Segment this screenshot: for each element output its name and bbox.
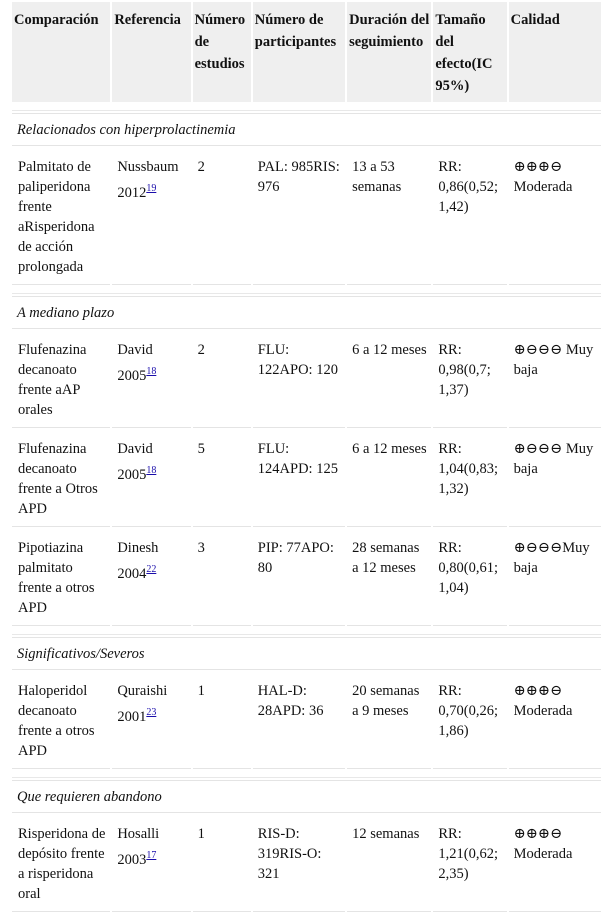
section-row bbox=[12, 296, 601, 329]
cell-referencia bbox=[112, 529, 190, 626]
cell-efecto: RR: 0,86(0,52; 1,42) bbox=[433, 148, 506, 285]
cell-comparacion: Pipotiazina palmitato frente a otros APD bbox=[12, 529, 110, 626]
cell-calidad: ⊕⊕⊕⊖ Moderada bbox=[509, 672, 601, 769]
reference-superscript bbox=[146, 363, 156, 377]
section-row bbox=[12, 113, 601, 146]
table-row bbox=[12, 331, 601, 428]
reference-text: Dinesh 2004 bbox=[117, 540, 159, 582]
cell-comparacion: Flufenazina decanoato frente a Otros APD bbox=[12, 430, 110, 527]
cell-calidad: ⊕⊖⊖⊖ Muy baja bbox=[509, 430, 601, 527]
spacer-row bbox=[12, 287, 601, 294]
cell-referencia bbox=[112, 815, 190, 912]
cell-comparacion: Risperidona de depósito frente a risperidona oral bbox=[12, 815, 110, 912]
cell-referencia bbox=[112, 148, 190, 285]
cell-calidad: ⊕⊕⊕⊖ Moderada bbox=[509, 148, 601, 285]
cell-calidad: ⊕⊖⊖⊖Muy baja bbox=[509, 529, 601, 626]
reference-link[interactable]: 19 bbox=[146, 183, 157, 194]
cell-duracion: 6 a 12 meses bbox=[347, 430, 431, 527]
cell-efecto: RR: 0,98(0,7; 1,37) bbox=[433, 331, 506, 428]
reference-link[interactable]: 18 bbox=[146, 366, 157, 377]
header-row bbox=[12, 2, 601, 102]
cell-duracion: 12 semanas bbox=[347, 815, 431, 912]
spacer-cell bbox=[12, 771, 601, 778]
section-title: Relacionados con hiperprolactinemia bbox=[12, 113, 601, 146]
spacer-row bbox=[12, 771, 601, 778]
cell-duracion: 20 semanas a 9 meses bbox=[347, 672, 431, 769]
cell-referencia bbox=[112, 672, 190, 769]
reference-link[interactable]: 23 bbox=[146, 707, 157, 718]
header-numero-estudios: Número de estudios bbox=[193, 2, 251, 102]
section-row bbox=[12, 637, 601, 670]
reference-link[interactable]: 17 bbox=[146, 850, 157, 861]
cell-comparacion: Haloperidol decanoato frente a otros APD bbox=[12, 672, 110, 769]
cell-comparacion: Palmitato de paliperidona frente aRisperidona de acción prolongada bbox=[12, 148, 110, 285]
reference-superscript bbox=[146, 704, 156, 718]
cell-efecto: RR: 0,70(0,26; 1,86) bbox=[433, 672, 506, 769]
reference-superscript bbox=[146, 847, 156, 861]
cell-efecto: RR: 1,04(0,83; 1,32) bbox=[433, 430, 506, 527]
cell-duracion: 28 semanas a 12 meses bbox=[347, 529, 431, 626]
header-duracion: Duración del seguimiento bbox=[347, 2, 431, 102]
spacer-cell bbox=[12, 104, 601, 111]
cell-efecto: RR: 0,80(0,61; 1,04) bbox=[433, 529, 506, 626]
reference-link[interactable]: 18 bbox=[146, 465, 157, 476]
reference-text: Hosalli 2003 bbox=[117, 826, 160, 868]
cell-estudios: 1 bbox=[193, 815, 251, 912]
section-title: Que requieren abandono bbox=[12, 780, 601, 813]
cell-estudios: 1 bbox=[193, 672, 251, 769]
reference-superscript bbox=[146, 180, 156, 194]
section-title: A mediano plazo bbox=[12, 296, 601, 329]
header-comparacion: Comparación bbox=[12, 2, 110, 102]
table-row bbox=[12, 529, 601, 626]
cell-participantes: FLU: 122APO: 120 bbox=[253, 331, 345, 428]
cell-calidad: ⊕⊖⊖⊖ Muy baja bbox=[509, 331, 601, 428]
cell-estudios: 2 bbox=[193, 148, 251, 285]
spacer-cell bbox=[12, 628, 601, 635]
cell-estudios: 5 bbox=[193, 430, 251, 527]
cell-participantes: FLU: 124APD: 125 bbox=[253, 430, 345, 527]
spacer-cell bbox=[12, 287, 601, 294]
header-tamano-efecto: Tamaño del efecto(IC 95%) bbox=[433, 2, 506, 102]
section-row bbox=[12, 780, 601, 813]
header-numero-participantes: Número de participantes bbox=[253, 2, 345, 102]
cell-participantes: PAL: 985RIS: 976 bbox=[253, 148, 345, 285]
spacer-row bbox=[12, 628, 601, 635]
table-row bbox=[12, 430, 601, 527]
cell-participantes: RIS-D: 319RIS-O: 321 bbox=[253, 815, 345, 912]
cell-comparacion: Flufenazina decanoato frente aAP orales bbox=[12, 331, 110, 428]
reference-superscript bbox=[146, 561, 156, 575]
reference-text: Nussbaum 2012 bbox=[117, 159, 179, 201]
reference-superscript bbox=[146, 462, 156, 476]
cell-estudios: 2 bbox=[193, 331, 251, 428]
reference-text: David 2005 bbox=[117, 342, 153, 384]
reference-text: Quraishi 2001 bbox=[117, 683, 168, 725]
header-calidad: Calidad bbox=[509, 2, 601, 102]
cell-referencia bbox=[112, 430, 190, 527]
table-row bbox=[12, 815, 601, 912]
table-row bbox=[12, 148, 601, 285]
cell-estudios: 3 bbox=[193, 529, 251, 626]
reference-link[interactable]: 22 bbox=[146, 564, 157, 575]
cell-referencia bbox=[112, 331, 190, 428]
table-row bbox=[12, 672, 601, 769]
header-referencia: Referencia bbox=[112, 2, 190, 102]
cell-duracion: 6 a 12 meses bbox=[347, 331, 431, 428]
cell-participantes: HAL-D: 28APD: 36 bbox=[253, 672, 345, 769]
cell-calidad: ⊕⊕⊕⊖ Moderada bbox=[509, 815, 601, 912]
spacer-row bbox=[12, 104, 601, 111]
cell-efecto: RR: 1,21(0,62; 2,35) bbox=[433, 815, 506, 912]
table-body bbox=[12, 104, 601, 912]
cell-duracion: 13 a 53 semanas bbox=[347, 148, 431, 285]
cell-participantes: PIP: 77APO: 80 bbox=[253, 529, 345, 626]
reference-text: David 2005 bbox=[117, 441, 153, 483]
evidence-table bbox=[10, 0, 603, 914]
section-title: Significativos/Severos bbox=[12, 637, 601, 670]
